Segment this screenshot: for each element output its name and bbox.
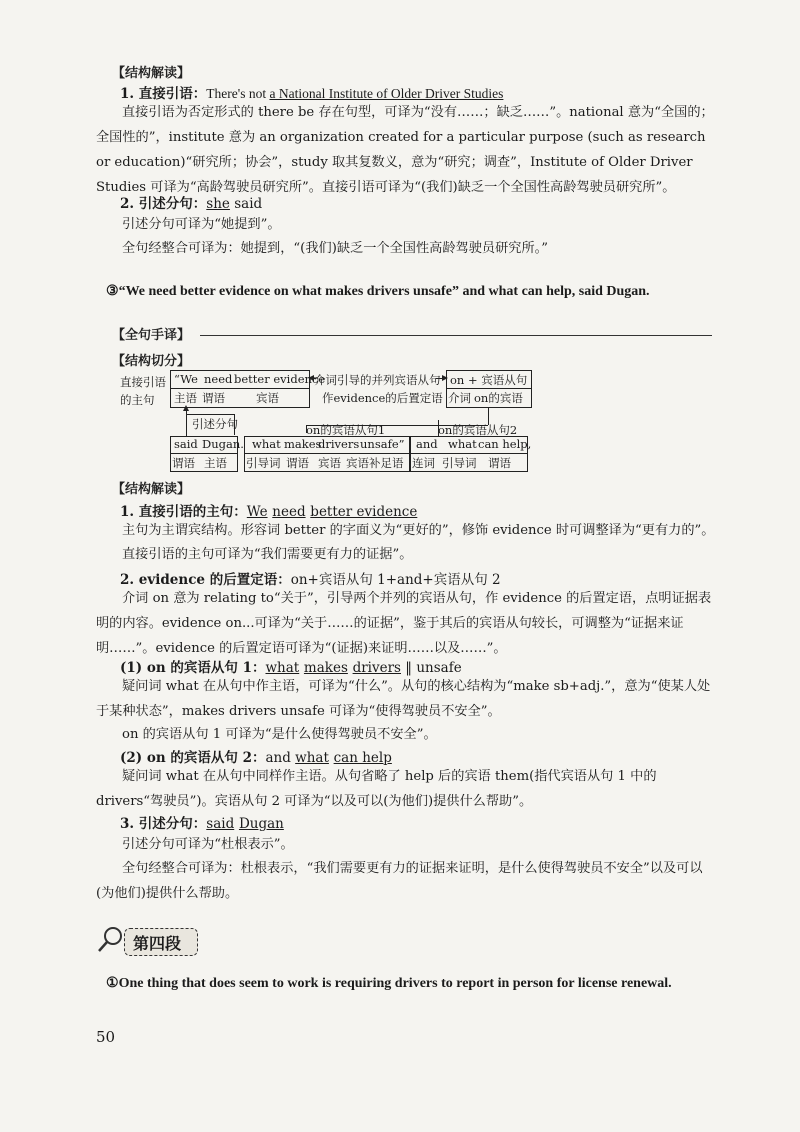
quote-clause-heading <box>120 812 284 832</box>
heading-text: and <box>265 750 296 766</box>
role-verb: 谓语 <box>172 456 195 470</box>
magnifier-icon <box>96 924 126 954</box>
heading-underlined: can help <box>333 750 392 766</box>
structure-reading-heading: 【结构解读】 <box>112 482 191 497</box>
mid-label-bottom: 作evidence的后置定语 <box>322 391 443 405</box>
main-clause-heading <box>120 500 417 520</box>
diagram-left-label-2: 的主句 <box>120 393 155 407</box>
paragraph: 直接引语为否定形式的 there be 存在句型，可译为“没有……；缺乏……”。national 意为“全国的；全国性的”，institute 意为 an organization created for a particular purpose (such as research or education)“研究所；协会”，study 取其复数义，意为“研究；调查”，Institute of Older Driver Studies 可译为“高龄驾驶员研究所”。直接引语可译为“(我们)缺乏一个全国性高龄驾驶员研究所”。 <box>96 105 714 195</box>
word-what: what <box>252 437 281 451</box>
arrow-up-icon <box>183 405 189 411</box>
heading-underlined: makes <box>303 660 348 676</box>
role-preposition: 介词 <box>448 391 471 405</box>
word-makes: makes <box>284 437 322 451</box>
heading-underlined: Dugan <box>238 816 284 832</box>
sentence-3 <box>106 283 650 300</box>
object-clause-2-heading <box>120 746 392 766</box>
heading-prefix: 1. 直接引语： <box>120 86 207 102</box>
translation-heading: 【全句手译】 <box>112 328 191 343</box>
role-verb: 谓语 <box>286 456 309 470</box>
object-clause-1-label: on的宾语从句1 <box>306 423 386 437</box>
paragraph: 全句经整合可译为：杜根表示，“我们需要更有力的证据来证明，是什么使得驾驶员不安全”以及可以(为他们)提供什么帮助。 <box>96 861 703 901</box>
role-verb: 谓语 <box>488 456 511 470</box>
sentence-text: “We need better evidence on what makes drivers unsafe” and what can help, said Dugan. <box>118 284 650 299</box>
role-introducer: 引导词 <box>442 456 477 470</box>
heading-prefix: 3. 引述分句： <box>120 816 207 832</box>
heading-underlined: said <box>206 816 235 832</box>
divider <box>170 388 310 389</box>
object-clause-1-heading <box>120 656 462 676</box>
word-said: said <box>174 437 198 451</box>
role-subject: 主语 <box>204 456 227 470</box>
word-drivers: drivers <box>318 437 360 451</box>
structure-cut-heading: 【结构切分】 <box>112 354 191 369</box>
heading-prefix: 2. 引述分句： <box>120 196 207 212</box>
section-4-title: 第四段 <box>133 934 182 953</box>
word-dugan: Dugan. <box>202 437 244 451</box>
role-verb: 谓语 <box>202 391 225 405</box>
role-conjunction: 连词 <box>412 456 435 470</box>
word-better-evidence: better evidence <box>234 372 326 386</box>
paragraph: on 的宾语从句 1 可译为“是什么使得驾驶员不安全”。 <box>122 727 437 742</box>
role-subject: 主语 <box>174 391 197 405</box>
heading-underlined: what <box>265 660 300 676</box>
paragraph: 全句经整合可译为：她提到，“(我们)缺乏一个全国性高龄驾驶员研究所。” <box>122 241 548 256</box>
divider <box>410 453 528 454</box>
on-clause-label: on + 宾语从句 <box>450 373 528 387</box>
heading-underlined: We <box>246 504 268 520</box>
paragraph: 疑问词 what 在从句中作主语，可译为“什么”。从句的核心结构为“make sb+adj.”，意为“使某人处于某种状态”，makes drivers unsafe 可译为“使得驾驶员不安全”。 <box>96 679 711 719</box>
heading-prefix: (1) on 的宾语从句 1： <box>120 660 266 676</box>
divider <box>170 453 238 454</box>
heading-underlined: drivers <box>352 660 401 676</box>
heading-text: There's not <box>206 86 270 101</box>
object-clause-2-label: on的宾语从句2 <box>438 423 518 437</box>
role-object: 宾语 <box>318 456 341 470</box>
word-can-help: can help, <box>478 437 532 451</box>
sentence-number: ① <box>106 976 119 991</box>
heading-text: said <box>229 196 263 212</box>
word-unsafe: unsafe” <box>360 437 405 451</box>
postmodifier-heading <box>120 568 501 588</box>
divider <box>446 388 532 389</box>
heading-underlined: what <box>295 750 329 766</box>
heading-prefix: 2. evidence 的后置定语： <box>120 572 291 588</box>
word-what: what <box>448 437 477 451</box>
heading-underlined: she <box>206 196 230 212</box>
connector <box>438 420 439 436</box>
paragraph: 引述分句可译为“她提到”。 <box>122 217 281 232</box>
role-introducer: 引导词 <box>246 456 281 470</box>
paragraph: 介词 on 意为 relating to“关于”，引导两个并列的宾语从句，作 evidence 的后置定语，点明证据表明的内容。evidence on...可译为“关于……的证据”，鉴于其后的宾语从句较长，可调整为“证据来证明……”。evidence 的后置定语可译为“(证据)来证明……以及……”。 <box>96 591 712 656</box>
paragraph: 引述分句可译为“杜根表示”。 <box>122 837 294 852</box>
heading-underlined: better evidence <box>310 504 418 520</box>
quote-clause-heading <box>120 192 262 212</box>
role-on-object: on的宾语 <box>474 391 523 405</box>
word-need: need <box>204 372 233 386</box>
sentence-4-1 <box>106 975 672 992</box>
paragraph: 疑问词 what 在从句中同样作主语。从句省略了 help 后的宾语 them(指代宾语从句 1 中的 drivers“驾驶员”)。宾语从句 2 可译为“以及可以(为他们)提供什么帮助”。 <box>96 769 657 809</box>
word-and: and <box>416 437 438 451</box>
heading-text: ‖ unsafe <box>401 660 462 676</box>
paragraph: 主句为主谓宾结构。形容词 better 的字面义为“更好的”，修饰 evidence 时可调整译为“更有力的”。 <box>122 523 715 538</box>
paragraph: 直接引语的主句可译为“我们需要更有力的证据”。 <box>122 547 413 562</box>
page-number: 50 <box>96 1028 116 1046</box>
sentence-number: ③ <box>106 284 119 299</box>
heading-underlined: need <box>272 504 306 520</box>
heading-underlined: a National Institute of Older Driver Studies <box>269 86 504 101</box>
divider <box>244 453 410 454</box>
diagram-left-label-1: 直接引语 <box>120 375 166 389</box>
sentence-text: One thing that does seem to work is requiring drivers to report in person for license renewal. <box>118 976 672 991</box>
word-we: “We <box>174 372 198 386</box>
direct-speech-heading <box>120 82 503 102</box>
structure-reading-heading: 【结构解读】 <box>112 66 191 81</box>
heading-prefix: (2) on 的宾语从句 2： <box>120 750 266 766</box>
role-object: 宾语 <box>256 391 279 405</box>
quote-clause-label: 引述分句 <box>192 417 238 431</box>
mid-label-top: 介词引导的并列宾语从句 <box>314 373 441 387</box>
translation-blank-line[interactable] <box>200 335 712 336</box>
heading-text: on+宾语从句 1+and+宾语从句 2 <box>290 572 501 588</box>
heading-prefix: 1. 直接引语的主句： <box>120 504 247 520</box>
role-object-complement: 宾语补足语 <box>346 456 404 470</box>
